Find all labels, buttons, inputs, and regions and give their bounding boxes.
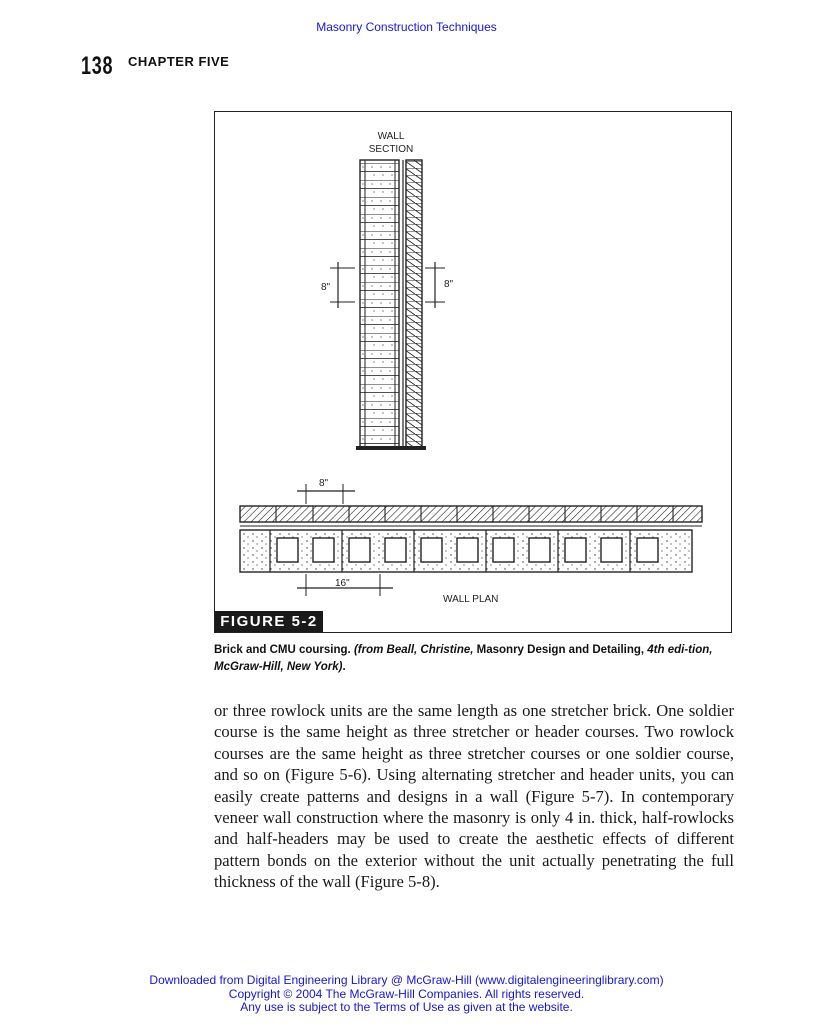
dimension-left-8in: 8": [321, 282, 331, 293]
footer-line-2: Copyright © 2004 The McGraw-Hill Companies. All rights reserved.: [228, 986, 585, 1001]
figure-5-2: [214, 111, 732, 633]
dimension-bottom-16in: 16": [335, 578, 350, 589]
body-paragraph: or three rowlock units are the same length as one stretcher brick. One soldier course is the same height as three stretcher or header courses. Two rowlock courses are the same height as three stretcher courses or one soldier course, and so on (Figure 5-6). Using alternating stretcher and header units, you can easily create patterns and designs in a wall (Figure 5-7). In contemporary veneer wall construction where the masonry is only 4 in. thick, half-rowlocks and half-headers may be used to create the aesthetic effects of different pattern bonds on the exterior without the unit actually penetrating the full thickness of the wall (Figure 5-8).: [214, 701, 734, 892]
footer-line-1[interactable]: Downloaded from Digital Engineering Library @ McGraw-Hill (www.digitalengineeringlibrary.com): [149, 973, 664, 987]
dimension-right-8in: 8": [444, 279, 454, 290]
footer-line-3: Any use is subject to the Terms of Use as given at the website.: [240, 1000, 573, 1014]
wall-section-label-line1: WALL: [377, 131, 405, 142]
page-number: 138: [81, 52, 114, 80]
wall-section-label-line2: SECTION: [368, 144, 414, 155]
brick-veneer-section: [406, 160, 422, 448]
caption-end: .: [342, 661, 346, 673]
chapter-heading: CHAPTER FIVE: [128, 54, 230, 69]
wall-drawing: [215, 112, 733, 634]
document-source-title: Masonry Construction Techniques: [316, 20, 497, 34]
caption-book-title: Masonry Design and Detailing,: [476, 644, 645, 656]
caption-lead: Brick and CMU coursing.: [214, 644, 351, 656]
wall-plan-label: WALL PLAN: [443, 594, 499, 605]
brick-veneer-plan: [240, 506, 702, 522]
dimension-top-8in: 8": [319, 478, 329, 489]
caption-edition: 4th edi-tion, McGraw-Hill, New York): [214, 644, 713, 673]
figure-caption: [214, 642, 734, 676]
caption-source-intro: (from Beall, Christine,: [353, 644, 474, 656]
cmu-backup-section: [360, 160, 399, 448]
figure-label: FIGURE 5-2: [215, 611, 323, 632]
download-footer: [0, 974, 813, 1015]
